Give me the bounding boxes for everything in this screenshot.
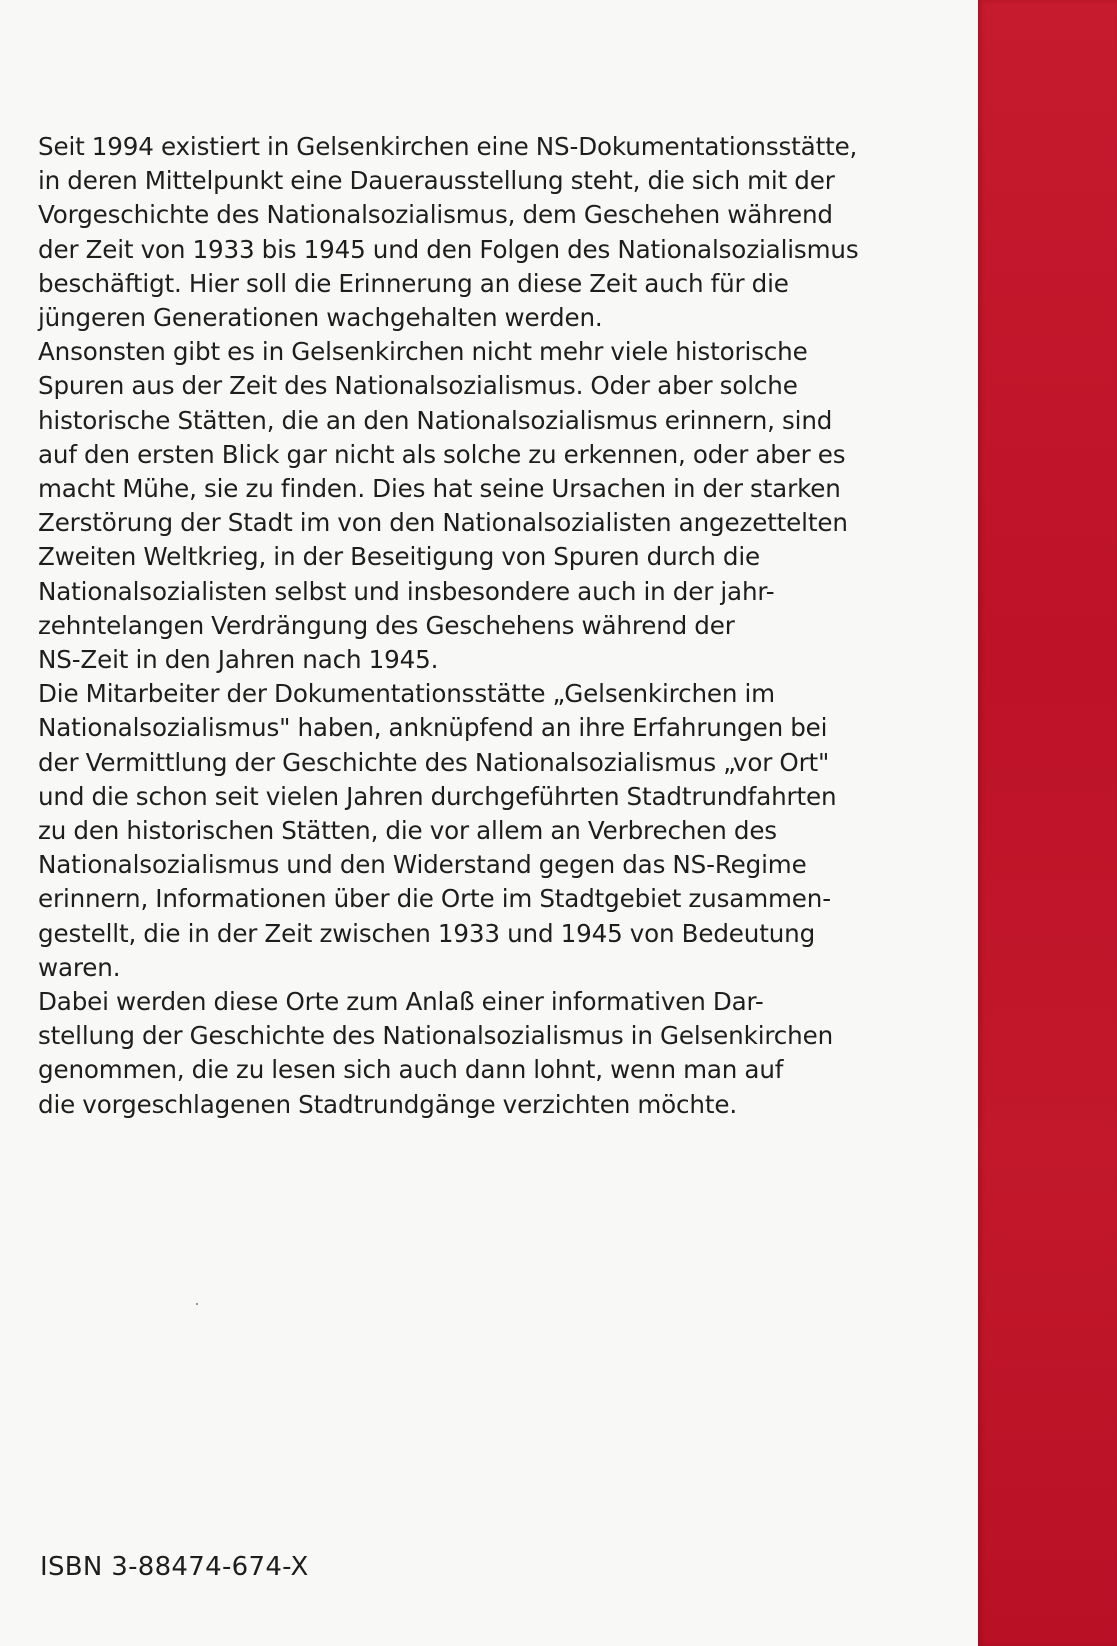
text-line: genommen, die zu lesen sich auch dann lohnt, wenn man auf — [38, 1055, 784, 1085]
text-line: Die Mitarbeiter der Dokumentationsstätte „Gelsenkirchen im — [38, 679, 775, 709]
text-line: macht Mühe, sie zu finden. Dies hat seine Ursachen in der starken — [38, 474, 841, 504]
text-line: Zweiten Weltkrieg, in der Beseitigung von Spuren durch die — [38, 542, 761, 572]
text-line: der Vermittlung der Geschichte des Nationalsozialismus „vor Ort" — [38, 747, 830, 777]
text-line: und die schon seit vielen Jahren durchgeführten Stadtrundfahrten — [38, 781, 837, 811]
text-line: Nationalsozialismus" haben, anknüpfend an ihre Erfahrungen bei — [38, 713, 828, 743]
text-line: die vorgeschlagenen Stadtrundgänge verzichten möchte. — [38, 1089, 737, 1119]
text-line: stellung der Geschichte des Nationalsozialismus in Gelsenkirchen — [38, 1021, 834, 1051]
text-line: der Zeit von 1933 bis 1945 und den Folgen des Nationalsozialismus — [38, 234, 859, 264]
text-line: erinnern, Informationen über die Orte im Stadtgebiet zusammen- — [38, 884, 831, 914]
text-line: beschäftigt. Hier soll die Erinnerung an diese Zeit auch für die — [38, 268, 789, 298]
text-line: historische Stätten, die an den Nationalsozialismus erinnern, sind — [38, 405, 833, 435]
isbn-number: ISBN 3-88474-674-X — [40, 1552, 309, 1582]
text-line: Zerstörung der Stadt im von den Nationalsozialisten angezettelten — [38, 508, 848, 538]
blurb-text — [38, 130, 938, 1122]
text-line: NS-Zeit in den Jahren nach 1945. — [38, 645, 439, 675]
text-line: Spuren aus der Zeit des Nationalsozialismus. Oder aber solche — [38, 371, 798, 401]
text-line: jüngeren Generationen wachgehalten werden. — [38, 303, 603, 333]
text-line: gestellt, die in der Zeit zwischen 1933 und 1945 von Bedeutung — [38, 918, 816, 948]
text-line: auf den ersten Blick gar nicht als solche zu erkennen, oder aber es — [38, 439, 846, 469]
text-line: waren. — [38, 952, 121, 982]
text-line: in deren Mittelpunkt eine Dauerausstellung steht, die sich mit der — [38, 166, 835, 196]
red-spine-band — [978, 0, 1117, 1646]
text-line: zu den historischen Stätten, die vor allem an Verbrechen des — [38, 816, 777, 846]
text-line: Seit 1994 existiert in Gelsenkirchen eine NS-Dokumentationsstätte, — [38, 132, 858, 161]
print-speck — [196, 1303, 198, 1305]
text-line: Vorgeschichte des Nationalsozialismus, dem Geschehen während — [38, 200, 833, 230]
text-line: Ansonsten gibt es in Gelsenkirchen nicht mehr viele historische — [38, 337, 808, 367]
text-line: zehntelangen Verdrängung des Geschehens während der — [38, 610, 735, 640]
text-line: Nationalsozialismus und den Widerstand gegen das NS-Regime — [38, 850, 807, 880]
text-line: Nationalsozialisten selbst und insbesondere auch in der jahr- — [38, 576, 775, 606]
text-line: Dabei werden diese Orte zum Anlaß einer informativen Dar- — [38, 987, 764, 1017]
